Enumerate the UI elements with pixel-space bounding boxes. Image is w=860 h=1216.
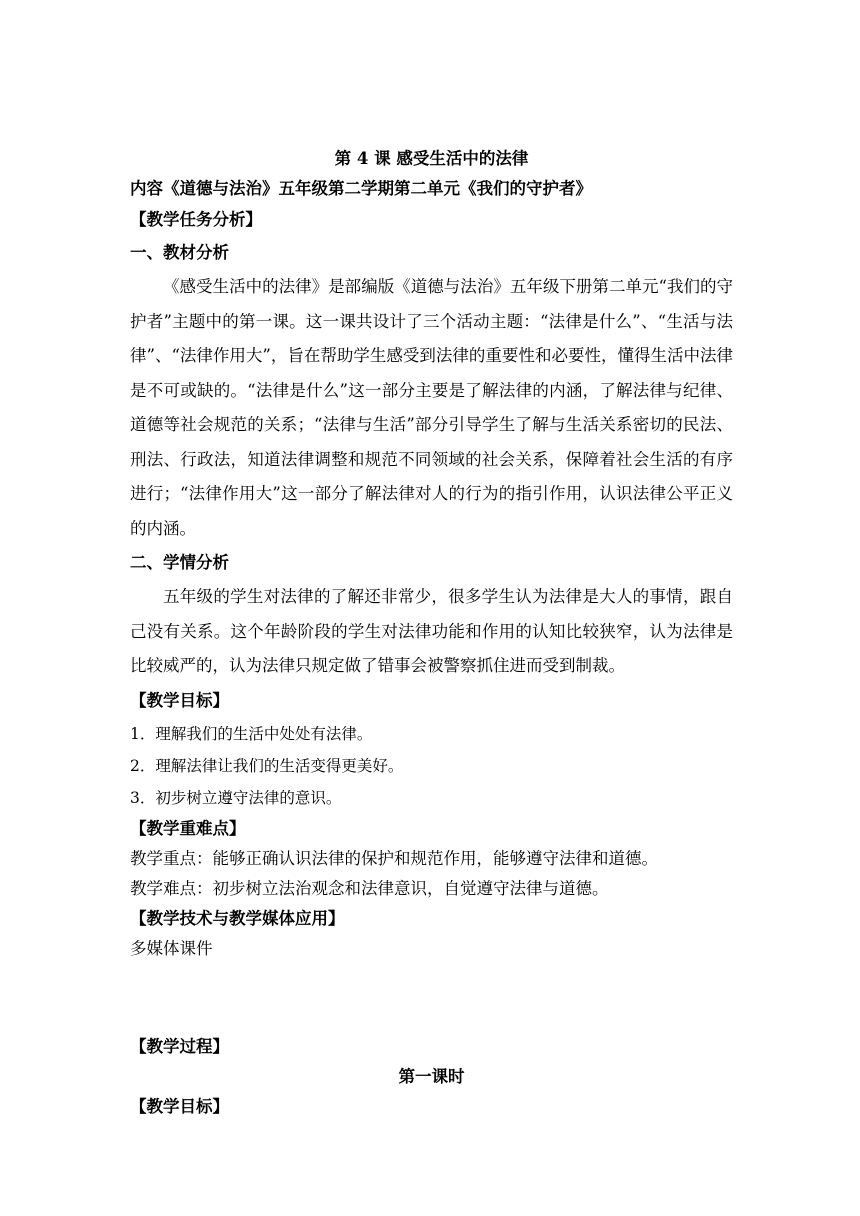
process-heading: 【教学过程】 bbox=[130, 1036, 229, 1056]
student-analysis-heading: 二、学情分析 bbox=[130, 553, 229, 572]
content-line: 内容《道德与法治》五年级第二学期第二单元《我们的守护者》 bbox=[130, 179, 592, 198]
key-points-heading: 【教学重难点】 bbox=[130, 818, 246, 838]
task-analysis-heading: 【教学任务分析】 bbox=[130, 210, 262, 229]
lesson-title: 第 4 课 感受生活中的法律 bbox=[334, 149, 529, 168]
media-text: 多媒体课件 bbox=[130, 938, 213, 958]
key-point-focus: 教学重点：能够正确认识法律的保护和规范作用，能够遵守法律和道德。 bbox=[130, 848, 658, 868]
textbook-analysis-paragraph: 《感受生活中的法律》是部编版《道德与法治》五年级下册第二单元“我们的守护者”主题中的第一课。这一课共设计了三个活动主题：“法律是什么”、“生活与法律”、“法律作用大”，旨在帮助学生感受到法律的重要性和必要性，懂得生活中法律是不可或缺的。“法律是什么”这一部分主要是了解法律的内涵，了解法律与纪律、道德等社会规范的关系；“法律与生活”部分引导学生了解与生活关系密切的民法、刑法、行政法，知道法律调整和规范不同领域的社会关系，保障着社会生活的有序进行；“法律作用大”这一部分了解法律对人的行为的指引作用，认识法律公平正义的内涵。 bbox=[130, 277, 733, 538]
document-body bbox=[130, 144, 733, 1122]
student-analysis-paragraph: 五年级的学生对法律的了解还非常少，很多学生认为法律是大人的事情，跟自己没有关系。这个年龄阶段的学生对法律功能和作用的认知比较狭窄，认为法律是比较威严的，认为法律只规定做了错事会被警察抓住进而受到制裁。 bbox=[130, 587, 733, 675]
objective-item-3: 3．初步树立遵守法律的意识。 bbox=[130, 788, 342, 807]
key-point-difficulty: 教学难点：初步树立法治观念和法律意识，自觉遵守法律与道德。 bbox=[130, 878, 609, 898]
process-objectives-heading: 【教学目标】 bbox=[130, 1096, 229, 1116]
objective-item-1: 1．理解我们的生活中处处有法律。 bbox=[130, 724, 373, 743]
media-heading: 【教学技术与教学媒体应用】 bbox=[130, 908, 345, 928]
period-heading: 第一课时 bbox=[398, 1066, 465, 1086]
objective-item-2: 2．理解法律让我们的生活变得更美好。 bbox=[130, 756, 404, 775]
objectives-heading: 【教学目标】 bbox=[130, 690, 229, 710]
blank-gap bbox=[130, 964, 733, 1032]
textbook-analysis-heading: 一、教材分析 bbox=[130, 243, 229, 262]
